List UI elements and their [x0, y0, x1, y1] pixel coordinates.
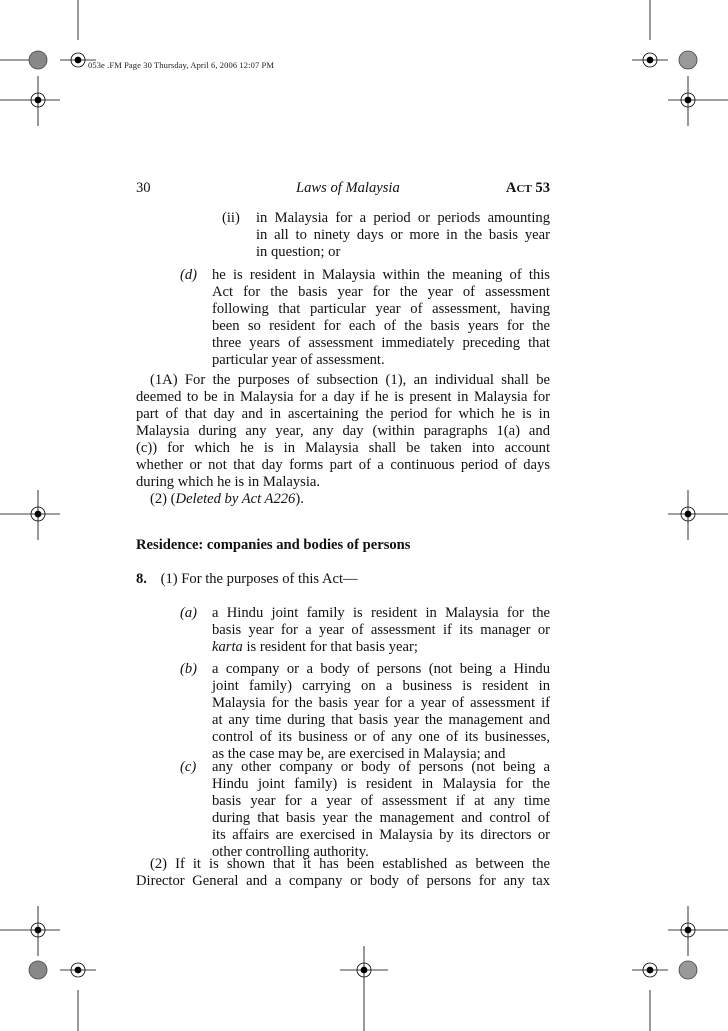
- section-intro: (1) For the purposes of this Act—: [160, 571, 358, 587]
- text-line: in all to ninety days or more in the basis year: [256, 227, 550, 243]
- text-suffix: ).: [295, 491, 304, 507]
- text-line: three years of assessment immediately preceding that: [212, 335, 550, 351]
- page-number: 30: [136, 180, 151, 196]
- running-title: Laws of Malaysia: [296, 180, 400, 196]
- subsection-1a: [136, 372, 550, 491]
- text-line: Malaysia during any year, any day (within paragraphs 1(a) and: [136, 423, 550, 439]
- text-line: at any time during that basis year the management and: [212, 712, 550, 728]
- item-a-label: (a): [180, 605, 198, 621]
- item-c-label: (c): [180, 759, 197, 775]
- text-line: Malaysia for the basis year for a year of assessment if: [212, 695, 550, 711]
- slug-line: 053e .FM Page 30 Thursday, April 6, 2006 12:07 PM: [88, 60, 274, 70]
- text-line: deemed to be in Malaysia for a day if he is present in Malaysia for: [136, 389, 550, 405]
- text-line: been so resident for each of the basis years for the: [212, 318, 550, 334]
- text-prefix: (2) (: [150, 491, 176, 507]
- section-8-intro: [136, 571, 550, 588]
- item-ii: [222, 210, 550, 261]
- text-line: basis year for a year of assessment if at any time: [212, 793, 550, 809]
- text-rest: is resident for that basis year;: [242, 639, 418, 655]
- karta-term: karta: [212, 639, 243, 655]
- item-c: [180, 759, 550, 861]
- text-line: control of its business or of any one of its businesses,: [212, 729, 550, 745]
- text-line: Hindu joint family) is resident in Malaysia for the: [212, 776, 550, 792]
- subsection-2-deleted: [150, 491, 550, 508]
- text-line: Director General and a company or body of persons for any tax: [136, 873, 550, 889]
- item-b-label: (b): [180, 661, 198, 677]
- section-heading: Residence: companies and bodies of persons: [136, 537, 411, 553]
- text-line: a company or a body of persons (not being a Hindu: [212, 661, 550, 677]
- section-number: 8.: [136, 571, 147, 587]
- text-line: particular year of assessment.: [212, 352, 385, 368]
- text-line: joint family) carrying on a business is resident in: [212, 678, 550, 694]
- text-line: following that particular year of assessment, having: [212, 301, 550, 317]
- text-line: any other company or body of persons (not being a: [212, 759, 550, 775]
- text-line: part of that day and in ascertaining the period for which he is in: [136, 406, 550, 422]
- text-line: as the case may be, are exercised in Malaysia; and: [212, 746, 506, 762]
- text-line: he is resident in Malaysia within the meaning of this: [212, 267, 550, 283]
- item-a: [180, 605, 550, 656]
- subsection-2: [136, 856, 550, 890]
- text-line: in question; or: [256, 244, 341, 260]
- text-line: basis year for a year of assessment if its manager or: [212, 622, 550, 638]
- text-line: (c)) for which he is in Malaysia shall be taken into account: [136, 440, 550, 456]
- running-header: [136, 180, 550, 200]
- item-d: [180, 267, 550, 369]
- item-d-label: (d): [180, 267, 198, 283]
- text-line: other controlling authority.: [212, 844, 369, 860]
- item-b: [180, 661, 550, 763]
- text-line: a Hindu joint family is resident in Malaysia for the: [212, 605, 550, 621]
- text-line: whether or not that day forms part of a continuous period of days: [136, 457, 550, 473]
- act-number: ACT 53: [505, 180, 550, 196]
- deleted-note: Deleted by Act A226: [175, 491, 296, 507]
- text-line: during that basis year the management and control of: [212, 810, 550, 826]
- text-line: (1A) For the purposes of subsection (1), an individual shall be: [150, 372, 550, 388]
- text-line: Act for the basis year for the year of assessment: [212, 284, 550, 300]
- text-line: in Malaysia for a period or periods amounting: [256, 210, 550, 226]
- item-ii-label: (ii): [222, 210, 240, 226]
- text-line: its affairs are exercised in Malaysia by its directors or: [212, 827, 550, 843]
- text-line: during which he is in Malaysia.: [136, 474, 321, 490]
- text-line: [212, 639, 550, 656]
- text-line: (2) If it is shown that it has been established as between the: [150, 856, 550, 872]
